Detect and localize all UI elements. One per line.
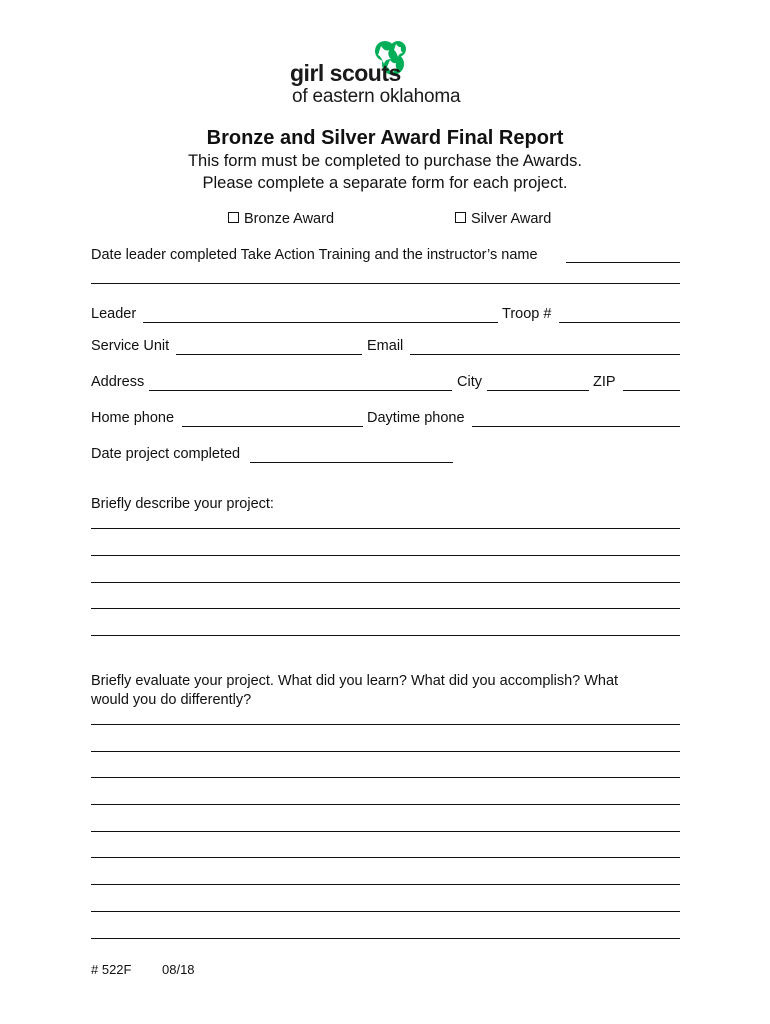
- city-field[interactable]: [487, 390, 589, 391]
- service-unit-field[interactable]: [176, 354, 362, 355]
- form-date: 08/18: [162, 962, 195, 977]
- evaluate-line[interactable]: [91, 751, 680, 752]
- evaluate-line[interactable]: [91, 777, 680, 778]
- describe-line[interactable]: [91, 555, 680, 556]
- logo-text-main: girl scouts: [290, 60, 401, 86]
- silver-award-label: Silver Award: [471, 211, 552, 227]
- evaluate-line[interactable]: [91, 884, 680, 885]
- evaluate-line[interactable]: [91, 804, 680, 805]
- describe-prompt: Briefly describe your project:: [91, 496, 274, 512]
- silver-award-option[interactable]: [455, 211, 551, 227]
- address-field[interactable]: [149, 390, 452, 391]
- date-completed-field[interactable]: [250, 462, 453, 463]
- evaluate-prompt-line-2: would you do differently?: [91, 692, 252, 708]
- silver-award-checkbox[interactable]: [455, 212, 466, 223]
- home-phone-label: Home phone: [91, 410, 175, 426]
- describe-line[interactable]: [91, 635, 680, 636]
- organization-logo: [290, 38, 490, 110]
- evaluate-line[interactable]: [91, 857, 680, 858]
- subtitle-line-1: This form must be completed to purchase the Awards.: [187, 152, 583, 170]
- describe-line[interactable]: [91, 582, 680, 583]
- daytime-phone-label: Daytime phone: [367, 410, 465, 426]
- date-completed-label: Date project completed: [91, 446, 241, 462]
- bronze-award-label: Bronze Award: [244, 211, 335, 227]
- bronze-award-checkbox[interactable]: [228, 212, 239, 223]
- email-field[interactable]: [410, 354, 680, 355]
- service-unit-label: Service Unit: [91, 338, 170, 354]
- evaluate-prompt-line-1: Briefly evaluate your project. What did you learn? What did you accomplish? What: [91, 673, 619, 689]
- logo-text-sub: of eastern oklahoma: [292, 86, 461, 107]
- city-label: City: [457, 374, 482, 390]
- subtitle-line-2: Please complete a separate form for each project.: [202, 174, 568, 192]
- evaluate-line[interactable]: [91, 724, 680, 725]
- troop-field[interactable]: [559, 322, 680, 323]
- describe-line[interactable]: [91, 608, 680, 609]
- take-action-field-continued[interactable]: [91, 283, 680, 284]
- take-action-field[interactable]: [566, 262, 680, 263]
- page-title: Bronze and Silver Award Final Report: [206, 127, 564, 149]
- take-action-label: Date leader completed Take Action Training and the instructor’s name: [91, 247, 538, 263]
- zip-label: ZIP: [593, 374, 616, 390]
- troop-label: Troop #: [502, 306, 552, 322]
- form-number: # 522F: [91, 962, 132, 977]
- home-phone-field[interactable]: [182, 426, 363, 427]
- daytime-phone-field[interactable]: [472, 426, 680, 427]
- describe-line[interactable]: [91, 528, 680, 529]
- evaluate-line[interactable]: [91, 831, 680, 832]
- evaluate-line[interactable]: [91, 911, 680, 912]
- bronze-award-option[interactable]: [228, 211, 334, 227]
- evaluate-line[interactable]: [91, 938, 680, 939]
- address-label: Address: [91, 374, 145, 390]
- leader-label: Leader: [91, 306, 137, 322]
- zip-field[interactable]: [623, 390, 680, 391]
- leader-field[interactable]: [143, 322, 498, 323]
- email-label: Email: [367, 338, 404, 354]
